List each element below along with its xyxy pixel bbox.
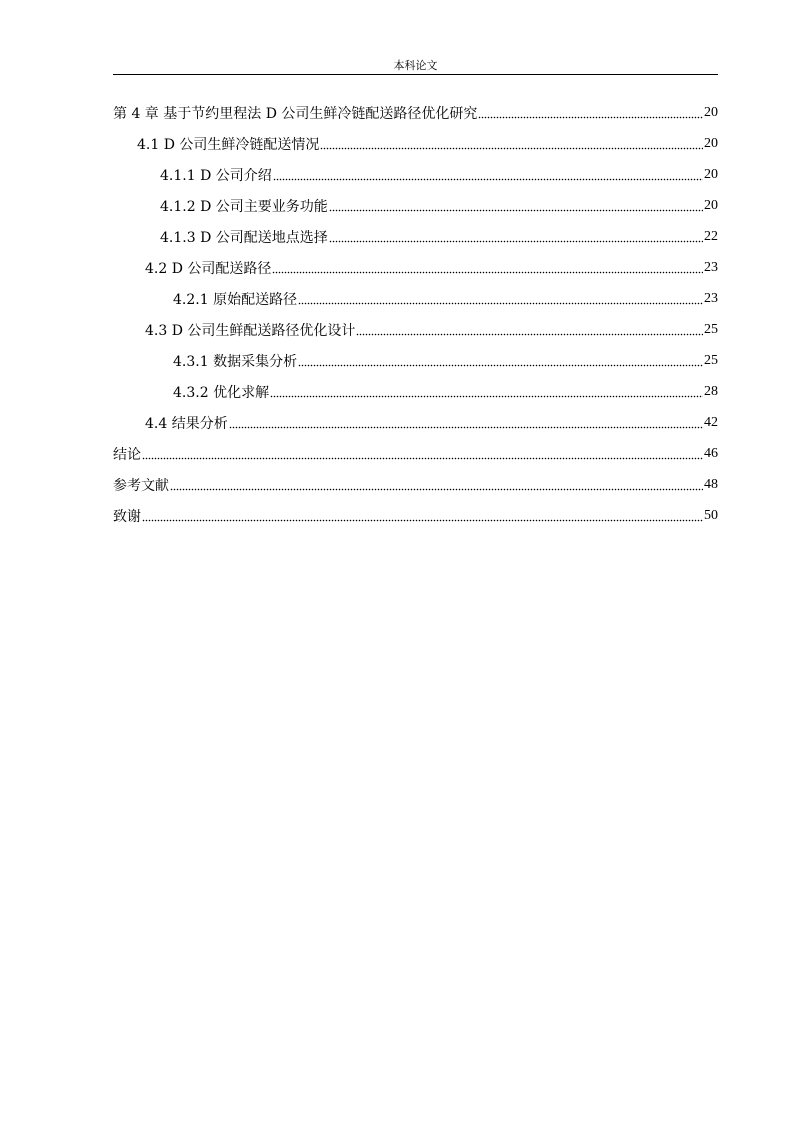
toc-entry-title: 参考文献 <box>113 477 169 494</box>
toc-entry-page-number: 46 <box>704 445 718 461</box>
header-title: 本科论文 <box>393 59 438 72</box>
toc-dot-leader <box>229 426 703 429</box>
toc-entry[interactable] <box>113 128 718 159</box>
toc-entry-title: 4.3 D 公司生鲜配送路径优化设计 <box>145 322 356 339</box>
toc-dot-leader <box>273 178 703 181</box>
toc-entry[interactable] <box>113 376 718 407</box>
toc-entry-page-number: 22 <box>704 228 718 244</box>
toc-dot-leader <box>272 271 703 274</box>
toc-entry-title: 4.2.1 原始配送路径 <box>173 291 298 308</box>
toc-entry-page-number: 42 <box>704 414 718 430</box>
toc-dot-leader <box>329 209 703 212</box>
toc-entry[interactable] <box>113 97 718 128</box>
toc-dot-leader <box>142 457 703 460</box>
toc-entry-page-number: 23 <box>704 290 718 306</box>
toc-entry[interactable] <box>113 500 718 531</box>
toc-entry-page-number: 20 <box>704 135 718 151</box>
toc-entry-page-number: 48 <box>704 476 718 492</box>
toc-entry-title: 4.3.1 数据采集分析 <box>173 353 298 370</box>
toc-entry-title: 第 4 章 基于节约里程法 D 公司生鲜冷链配送路径优化研究 <box>113 105 478 122</box>
toc-dot-leader <box>356 333 703 336</box>
toc-entry-title: 4.1.2 D 公司主要业务功能 <box>160 198 328 215</box>
toc-entry[interactable] <box>113 469 718 500</box>
toc-entry-title: 4.4 结果分析 <box>145 415 228 432</box>
toc-entry-title: 结论 <box>113 446 141 463</box>
toc-dot-leader <box>478 116 703 119</box>
toc-entry-page-number: 25 <box>704 352 718 368</box>
toc-dot-leader <box>329 240 703 243</box>
toc-entry[interactable] <box>113 345 718 376</box>
toc-entry[interactable] <box>113 438 718 469</box>
toc-entry[interactable] <box>113 407 718 438</box>
toc-entry-page-number: 50 <box>704 507 718 523</box>
toc-entry-page-number: 20 <box>704 104 718 120</box>
toc-entry-title: 致谢 <box>113 508 141 525</box>
toc-entry-title: 4.1.1 D 公司介绍 <box>160 167 272 184</box>
toc-entry[interactable] <box>113 159 718 190</box>
toc-entry-page-number: 20 <box>704 197 718 213</box>
toc-entry-page-number: 25 <box>704 321 718 337</box>
toc-entry[interactable] <box>113 190 718 221</box>
toc-entry-title: 4.1 D 公司生鲜冷链配送情况 <box>137 136 320 153</box>
toc-entry-title: 4.2 D 公司配送路径 <box>145 260 272 277</box>
toc-dot-leader <box>320 147 703 150</box>
toc-dot-leader <box>170 488 703 491</box>
toc-entry[interactable] <box>113 314 718 345</box>
toc-entry-page-number: 28 <box>704 383 718 399</box>
toc-entry-title: 4.1.3 D 公司配送地点选择 <box>160 229 328 246</box>
toc-dot-leader <box>298 302 703 305</box>
toc-entry-title: 4.3.2 优化求解 <box>173 384 270 401</box>
table-of-contents <box>113 97 718 531</box>
toc-dot-leader <box>298 364 703 367</box>
toc-entry[interactable] <box>113 252 718 283</box>
toc-entry-page-number: 20 <box>704 166 718 182</box>
toc-entry-page-number: 23 <box>704 259 718 275</box>
toc-dot-leader <box>142 519 703 522</box>
toc-entry[interactable] <box>113 283 718 314</box>
toc-entry[interactable] <box>113 221 718 252</box>
page-header <box>113 54 718 75</box>
toc-dot-leader <box>270 395 703 398</box>
